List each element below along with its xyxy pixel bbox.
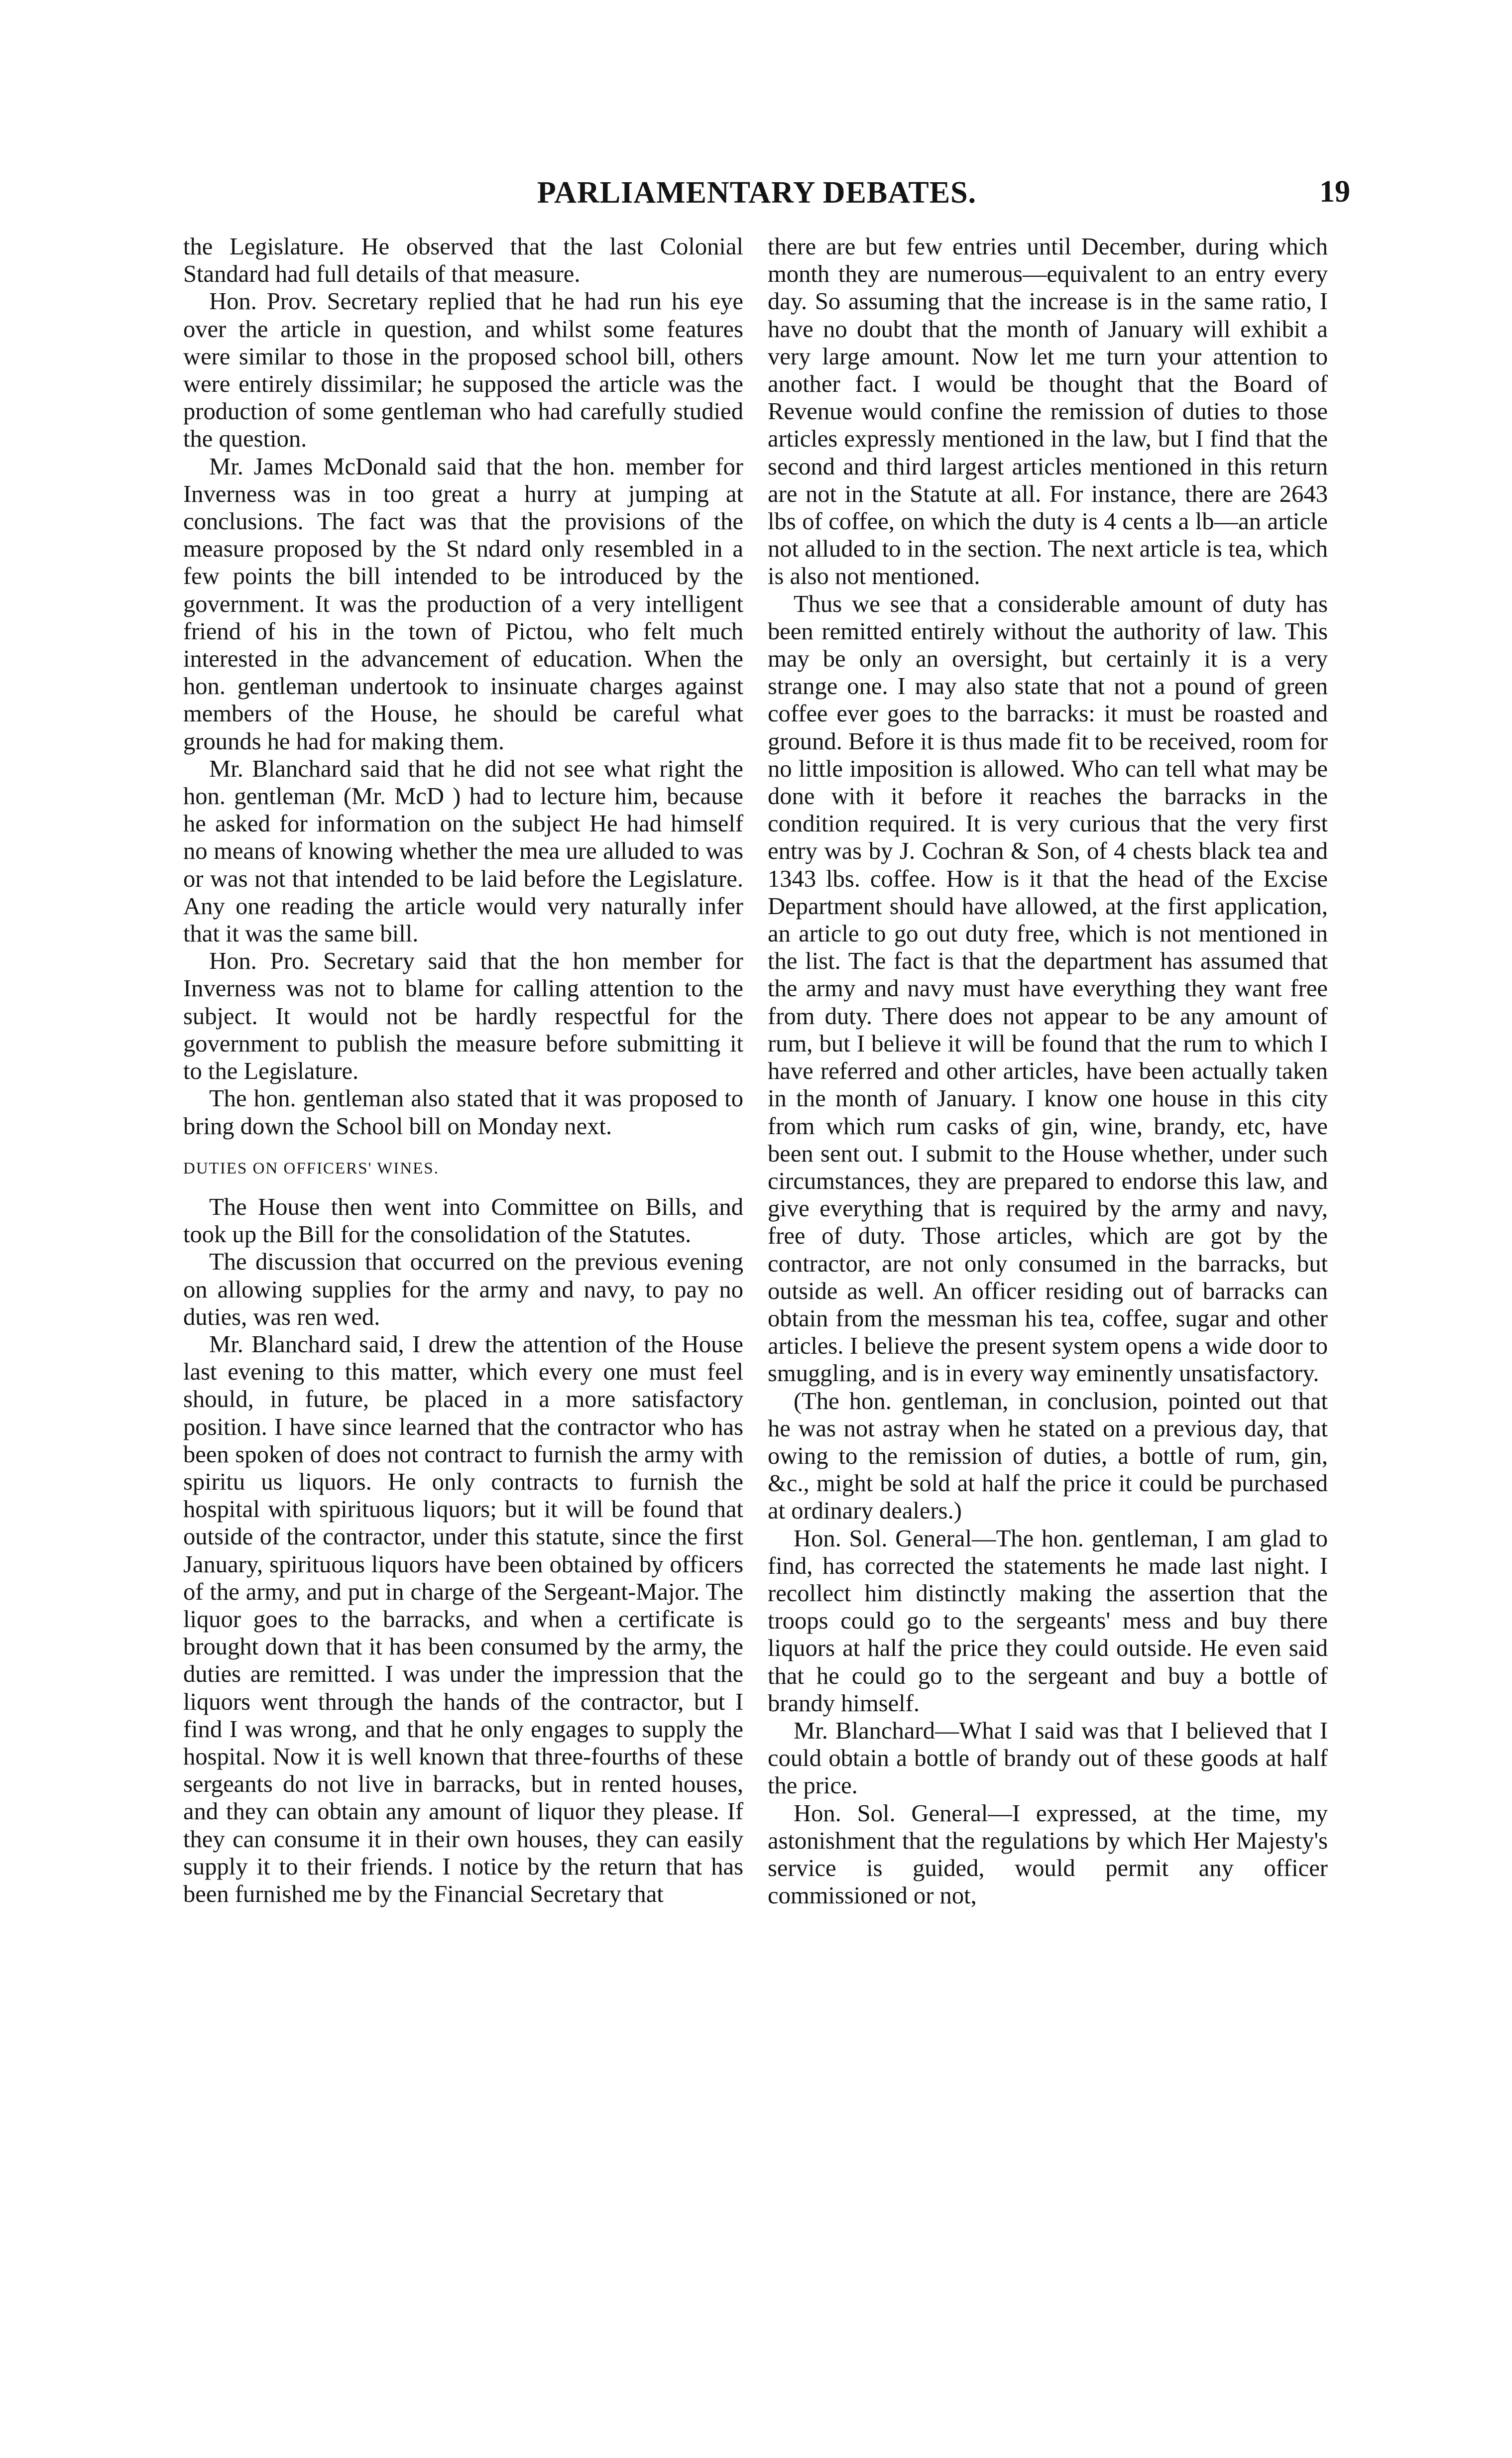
- paragraph: there are but few entries until December, during which month they are numerous—equivalent to an entry every day. So assuming that the increase is in the same ratio, I have no doubt that the month of January will exhibit a very large amount. Now let me turn your attention to another fact. I would be thought that the Board of Revenue would confine the remission of duties to those articles expressly mentioned in the law, but I find that the second and third largest articles mentioned in this return are not in the Statute at all. For instance, there are 2643 lbs of coffee, on which the duty is 4 cents a lb—an article not alluded to in the section. The next article is tea, which is also not mentioned.: [768, 233, 1328, 590]
- paragraph: Hon. Pro. Secretary said that the hon member for Inverness was not to blame for calling attention to the subject. It would not be hardly respectful for the government to publish the measure before submitting it to the Legislature.: [183, 947, 743, 1085]
- paragraph: (The hon. gentleman, in conclusion, pointed out that he was not astray when he stated on a previous day, that owing to the remission of duties, a bottle of rum, gin, &c., might be sold at half the price it could be purchased at ordinary dealers.): [768, 1387, 1328, 1524]
- paragraph: Hon. Prov. Secretary replied that he had run his eye over the article in question, and whilst some features were similar to those in the proposed school bill, others were entirely dissimilar; he supposed the article was the production of some gentleman who had carefully studied the question.: [183, 288, 743, 453]
- paragraph: Mr. Blanchard said that he did not see what right the hon. gentleman (Mr. McD ) had to lecture him, because he asked for information on the subject He had himself no means of knowing whether the mea ure alluded to was or was not that intended to be laid before the Legislature. Any one reading the article would very naturally infer that it was the same bill.: [183, 755, 743, 947]
- paragraph: Hon. Sol. General—The hon. gentleman, I am glad to find, has corrected the statements he made last night. I recollect him distinctly making the assertion that the troops could go to the sergeants' mess and buy there liquors at half the price they could outside. He even said that he could go to the sergeant and buy a bottle of brandy himself.: [768, 1524, 1328, 1717]
- paragraph: The House then went into Committee on Bills, and took up the Bill for the consolidation of the Statutes.: [183, 1193, 743, 1248]
- left-column: [183, 233, 743, 1908]
- paragraph: Mr. James McDonald said that the hon. member for Inverness was in too great a hurry at jumping at conclusions. The fact was that the provisions of the measure proposed by the St ndard only resembled in a few points the bill intended to be introduced by the government. It was the production of a very intelligent friend of his in the town of Pictou, who felt much interested in the advancement of education. When the hon. gentleman undertook to insinuate charges against members of the House, he should be careful what grounds he had for making them.: [183, 453, 743, 755]
- paragraph: The discussion that occurred on the previous evening on allowing supplies for the army and navy, to pay no duties, was ren wed.: [183, 1248, 743, 1330]
- right-column: [768, 233, 1328, 1909]
- paragraph: The hon. gentleman also stated that it was proposed to bring down the School bill on Monday next.: [183, 1085, 743, 1140]
- paragraph: the Legislature. He observed that the last Colonial Standard had full details of that measure.: [183, 233, 743, 288]
- page-number: 19: [1319, 175, 1350, 209]
- paragraph: Hon. Sol. General—I expressed, at the time, my astonishment that the regulations by which Her Majesty's service is guided, would permit any officer commissioned or not,: [768, 1799, 1328, 1909]
- running-head: PARLIAMENTARY DEBATES.: [537, 176, 977, 210]
- paragraph: Thus we see that a considerable amount of duty has been remitted entirely without the authority of law. This may be only an oversight, but certainly it is a very strange one. I may also state that not a pound of green coffee ever goes to the barracks: it must be roasted and ground. Before it is thus made fit to be received, room for no little imposition is allowed. Who can tell what may be done with it before it reaches the barracks in the condition required. It is very curious that the very first entry was by J. Cochran & Son, of 4 chests black tea and 1343 lbs. coffee. How is it that the head of the Excise Department should have allowed, at the first application, an article to go out duty free, which is not mentioned in the list. The fact is that the department has assumed that the army and navy must have everything they want free from duty. There does not appear to be any amount of rum, but I believe it will be found that the rum to which I have referred and other articles, have been actually taken in the month of January. I know one house in this city from which rum casks of gin, wine, brandy, etc, have been sent out. I submit to the House whether, under such circumstances, they are prepared to endorse this law, and give everything that is required by the army and navy, free of duty. Those articles, which are got by the contractor, are not only consumed in the barracks, but outside as well. An officer residing out of barracks can obtain from the messman his tea, coffee, sugar and other articles. I believe the present system opens a wide door to smuggling, and is in every way eminently unsatisfactory.: [768, 590, 1328, 1387]
- paragraph: Mr. Blanchard said, I drew the attention of the House last evening to this matter, which every one must feel should, in future, be placed in a more satisfactory position. I have since learned that the contractor who has been spoken of does not contract to furnish the army with spiritu us liquors. He only contracts to furnish the hospital with spirituous liquors; but it will be found that outside of the contractor, under this statute, since the first January, spirituous liquors have been obtained by officers of the army, and put in charge of the Sergeant-Major. The liquor goes to the barracks, and when a certificate is brought down that it has been consumed by the army, the duties are remitted. I was under the impression that the liquors went through the hands of the contractor, but I find I was wrong, and that he only engages to supply the hospital. Now it is well known that three-fourths of these sergeants do not live in barracks, but in rented houses, and they can obtain any amount of liquor they please. If they can consume it in their own houses, they can easily supply it to their friends. I notice by the return that has been furnished me by the Financial Secretary that: [183, 1330, 743, 1907]
- section-heading: DUTIES ON OFFICERS' WINES.: [183, 1159, 439, 1177]
- paragraph: Mr. Blanchard—What I said was that I believed that I could obtain a bottle of brandy out of these goods at half the price.: [768, 1717, 1328, 1799]
